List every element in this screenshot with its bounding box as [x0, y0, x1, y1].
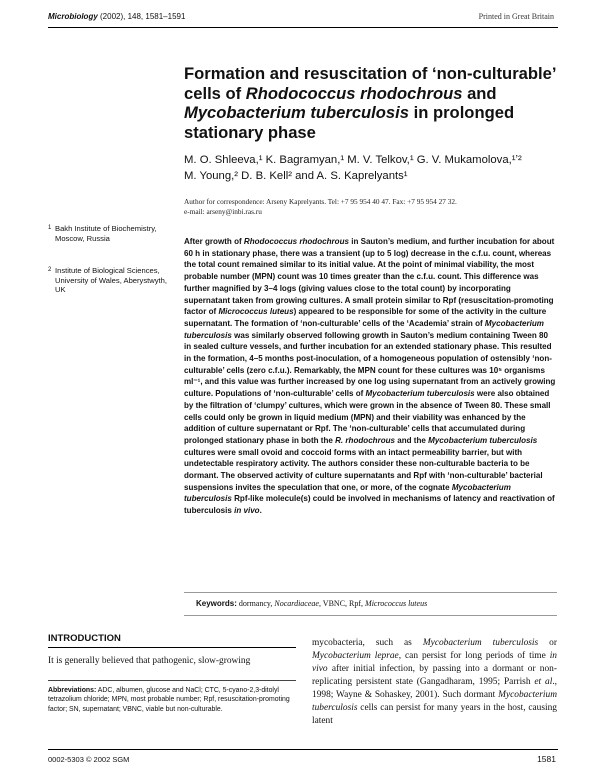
intro-rule	[48, 647, 296, 648]
abbreviations-label: Abbreviations:	[48, 687, 97, 694]
page-number: 1581	[537, 754, 556, 764]
abbreviations: Abbreviations: ADC, albumen, glucose and NaCl; CTC, 5-cyano-2,3-ditolyl tetrazolium chloride; MPN, most probable number; Rpf, resuscitation-promoting factor; SN, supernatant; VBNC, viable but non-culturable.	[48, 687, 290, 713]
intro-paragraph: It is generally believed that pathogenic, slow-growing	[48, 656, 251, 666]
journal-name: Microbiology	[48, 12, 98, 21]
printed-in: Printed in Great Britain	[478, 12, 554, 21]
intro-column-2: mycobacteria, such as Mycobacterium tuberculosis or Mycobacterium leprae, can persist for long periods of time in vivo after initial infection, by passing into a dormant or non-replicating persistent state (Gangadharam, 1995; Parrish et al., 1998; Wayne & Sohaskey, 2001). Such dormant Mycobacterium tuberculosis cells can persist for many years in the host, causing latent	[312, 638, 558, 726]
authors-line-1: M. O. Shleeva,¹ K. Bagramyan,¹ M. V. Telkov,¹ G. V. Mukamolova,¹ʼ²	[184, 154, 522, 166]
correspondence	[184, 197, 574, 217]
section-heading-introduction: INTRODUCTION	[48, 633, 121, 644]
affiliation-number: 1	[48, 225, 52, 231]
affiliation-2	[48, 266, 168, 295]
correspondence-email: e-mail: arseny@inbi.ras.ru	[184, 207, 262, 216]
journal-citation: (2002), 148, 1581–1591	[100, 12, 186, 21]
running-header	[48, 12, 185, 21]
affiliation-1	[48, 224, 168, 243]
article-title: Formation and resuscitation of ‘non-culturable’ cells of Rhodococcus rhodochrous and Mycobacterium tuberculosis in prolonged stationary phase	[184, 64, 556, 142]
footer-rule	[48, 749, 558, 750]
abstract: After growth of Rhodococcus rhodochrous in Sauton’s medium, and further incubation for about 60 h in stationary phase, there was a transient (up to 5 log) decrease in the c.f.u. count, whereas the total count remained similar to its initial value. At the point of minimal viability, the most probable number (MPN) count was 10 times greater than the c.f.u. count. This difference was further magnified by 3–4 logs (giving values close to the total count) by incorporating supernatant taken from growing cultures. A small protein similar to Rpf (resuscitation-promoting factor of Micrococcus luteus) appeared to be responsible for some of the activity in the culture supernatant. The formation of ‘non-culturable’ cells of the ‘Academia’ strain of Mycobacterium tuberculosis was similarly observed following growth in Sauton’s medium containing Tween 80 in sealed culture vessels, and further incubation for an extended stationary phase. This resulted in the formation, 4–5 months post-inoculation, of a homogeneous population of ostensibly ‘non-culturable’ cells (zero c.f.u.). Remarkably, the MPN count for these cultures was 10⁵ organisms ml⁻¹, and this value was further increased by one log using supernatant from an actively growing culture. Populations of ‘non-culturable’ cells of Mycobacterium tuberculosis were also obtained by the filtration of ‘clumpy’ cultures, which were grown in the absence of Tween 80. These small cells could only be grown in liquid medium (MPN) and their viability was enhanced by the addition of culture supernatant or Rpf. The ‘non-culturable’ cells that accumulated during prolonged stationary phase in both the R. rhodochrous and the Mycobacterium tuberculosis cultures were small ovoid and coccoid forms with an intact permeability barrier, but with undetectable respiratory activity. The authors consider these non-culturable bacteria to be dormant. The observed activity of culture supernatants and Rpf with ‘non-culturable’ bacterial suspensions invites the speculation that one, or more, of the cognate Mycobacterium tuberculosis Rpf-like molecule(s) could be involved in mechanisms of latency and reactivation of tuberculosis in vivo.	[184, 237, 556, 516]
authors-line-2: M. Young,² D. B. Kell² and A. S. Kaprelyants¹	[184, 170, 408, 182]
correspondence-line-1: Author for correspondence: Arseny Kaprelyants. Tel: +7 95 954 40 47. Fax: +7 95 954 27 32.	[184, 197, 457, 206]
footer-issn: 0002-5303 © 2002 SGM	[48, 755, 130, 764]
author-list	[184, 152, 574, 184]
affiliation-text: Bakh Institute of Biochemistry, Moscow, Russia	[55, 224, 157, 243]
abbrev-rule	[48, 680, 296, 681]
keywords-label: Keywords:	[196, 599, 237, 608]
affiliation-number: 2	[48, 267, 52, 273]
keywords-box: Keywords: dormancy, Nocardiaceae, VBNC, Rpf, Micrococcus luteus	[184, 592, 557, 616]
header-rule	[48, 27, 558, 28]
affiliation-text: Institute of Biological Sciences, University of Wales, Aberystwyth, UK	[55, 266, 167, 295]
